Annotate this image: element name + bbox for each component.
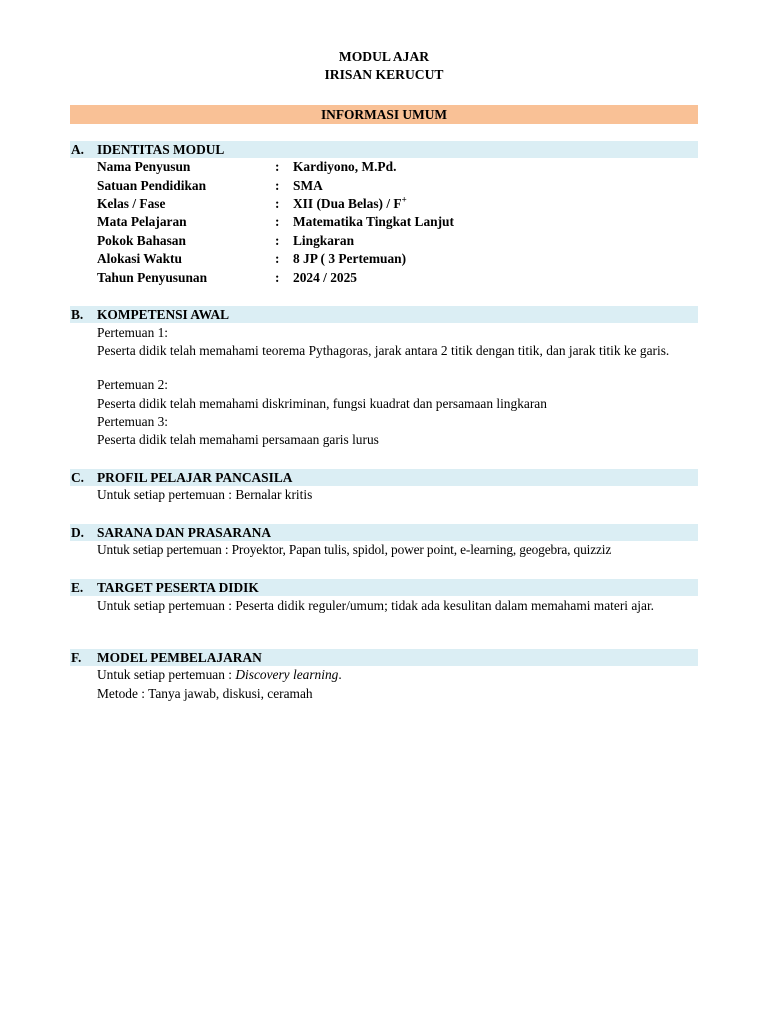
section-title: MODEL PEMBELAJARAN bbox=[97, 650, 262, 665]
section-a-header bbox=[70, 141, 698, 158]
competency-text: Peserta didik telah memahami diskriminan, fungsi kuadrat dan persamaan lingkaran bbox=[97, 396, 547, 411]
identity-value: Lingkaran bbox=[293, 233, 355, 248]
section-letter: D. bbox=[71, 525, 85, 540]
meeting-label: Pertemuan 3: bbox=[97, 414, 169, 429]
profile-text: Untuk setiap pertemuan : Bernalar kritis bbox=[97, 487, 313, 502]
document-subtitle: IRISAN KERUCUT bbox=[324, 67, 444, 82]
identity-colon: : bbox=[275, 233, 280, 248]
identity-value-text: XII (Dua Belas) / F bbox=[293, 196, 402, 211]
section-d-header bbox=[70, 524, 698, 541]
identity-colon: : bbox=[275, 251, 280, 266]
section-title: TARGET PESERTA DIDIK bbox=[97, 580, 259, 595]
section-title: SARANA DAN PRASARANA bbox=[97, 525, 272, 540]
identity-value: Matematika Tingkat Lanjut bbox=[293, 214, 454, 229]
section-letter: E. bbox=[71, 580, 84, 595]
identity-label: Satuan Pendidikan bbox=[97, 178, 207, 193]
identity-value-superscript: + bbox=[401, 194, 407, 205]
identity-colon: : bbox=[275, 159, 280, 174]
learning-model-suffix: . bbox=[338, 667, 342, 682]
section-title: IDENTITAS MODUL bbox=[97, 142, 225, 157]
identity-colon: : bbox=[275, 178, 280, 193]
learning-model-text bbox=[97, 667, 698, 683]
meeting-label: Pertemuan 2: bbox=[97, 377, 169, 392]
section-title: KOMPETENSI AWAL bbox=[97, 307, 230, 322]
informasi-umum-banner: INFORMASI UMUM bbox=[70, 105, 698, 124]
section-title: PROFIL PELAJAR PANCASILA bbox=[97, 470, 293, 485]
section-f-header bbox=[70, 649, 698, 666]
identity-value bbox=[293, 195, 407, 213]
identity-value: 2024 / 2025 bbox=[293, 270, 357, 285]
identity-label: Mata Pelajaran bbox=[97, 214, 187, 229]
section-letter: B. bbox=[71, 307, 84, 322]
section-letter: C. bbox=[71, 470, 85, 485]
method-text: Metode : Tanya jawab, diskusi, ceramah bbox=[97, 686, 313, 701]
identity-value: Kardiyono, M.Pd. bbox=[293, 159, 397, 174]
identity-colon: : bbox=[275, 196, 280, 211]
identity-value: 8 JP ( 3 Pertemuan) bbox=[293, 251, 407, 266]
learning-model-prefix: Untuk setiap pertemuan : bbox=[97, 667, 236, 682]
identity-label: Alokasi Waktu bbox=[97, 251, 182, 266]
section-e-header bbox=[70, 579, 698, 596]
target-text: Untuk setiap pertemuan : Peserta didik reguler/umum; tidak ada kesulitan dalam memahami materi ajar. bbox=[97, 598, 655, 613]
section-b-header bbox=[70, 306, 698, 323]
section-c-header bbox=[70, 469, 698, 486]
identity-label: Tahun Penyusunan bbox=[97, 270, 208, 285]
facilities-text: Untuk setiap pertemuan : Proyektor, Papan tulis, spidol, power point, e-learning, geogebra, quizziz bbox=[97, 542, 612, 557]
learning-model-name: Discovery learning bbox=[235, 667, 339, 682]
meeting-label: Pertemuan 1: bbox=[97, 325, 169, 340]
identity-value: SMA bbox=[293, 178, 323, 193]
competency-text: Peserta didik telah memahami persamaan garis lurus bbox=[97, 432, 379, 447]
section-letter: A. bbox=[71, 142, 85, 157]
identity-label: Nama Penyusun bbox=[97, 159, 191, 174]
identity-label: Kelas / Fase bbox=[97, 196, 166, 211]
identity-colon: : bbox=[275, 270, 280, 285]
competency-text: Peserta didik telah memahami teorema Pythagoras, jarak antara 2 titik dengan titik, dan jarak titik ke garis. bbox=[97, 343, 670, 358]
section-letter: F. bbox=[71, 650, 82, 665]
identity-label: Pokok Bahasan bbox=[97, 233, 186, 248]
identity-colon: : bbox=[275, 214, 280, 229]
document-title: MODUL AJAR bbox=[338, 49, 430, 64]
